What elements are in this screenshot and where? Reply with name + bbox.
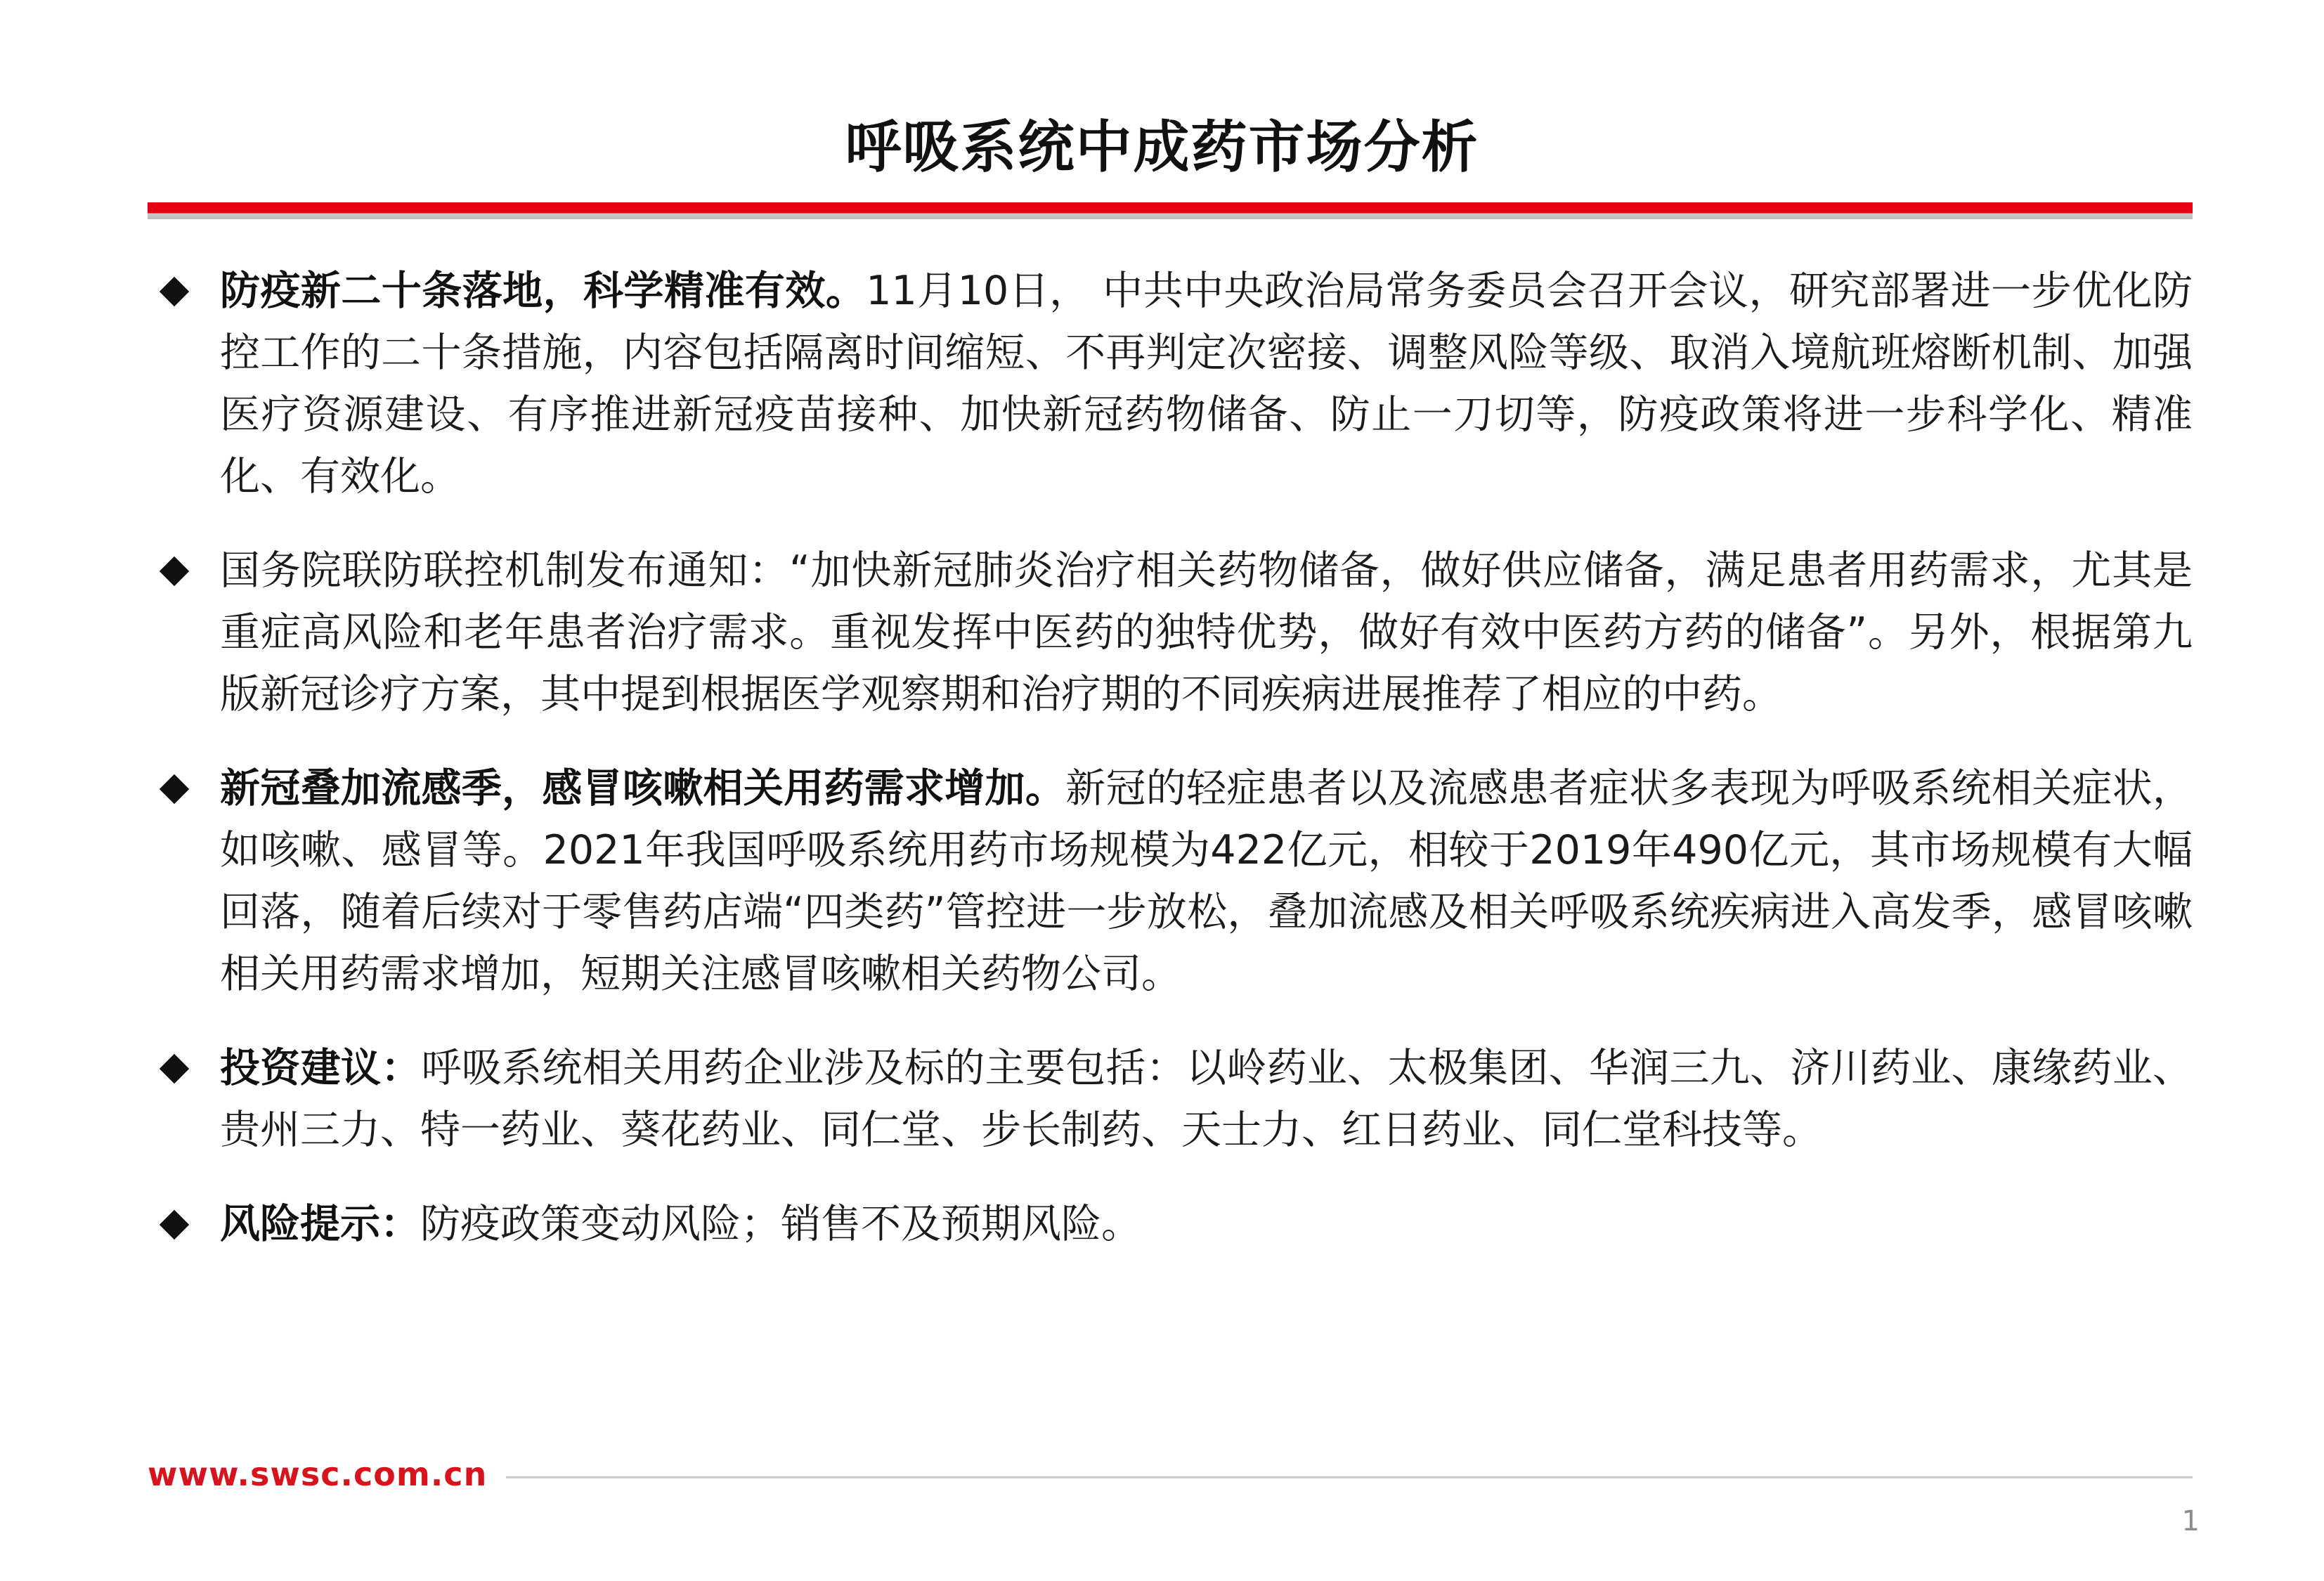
bullet-text: 防疫政策变动风险；销售不及预期风险。 <box>420 1201 1141 1247</box>
bullet-paragraph <box>220 260 2193 507</box>
bullet-text: 呼吸系统相关用药企业涉及标的主要包括：以岭药业、太极集团、华润三九、济川药业、康缘药业、贵州三力、特一药业、葵花药业、同仁堂、步长制药、天士力、红日药业、同仁堂科技等。 <box>220 1045 2193 1153</box>
diamond-bullet-icon <box>160 557 189 586</box>
bullet-item-risk <box>158 1193 2193 1255</box>
footer-url: www.swsc.com.cn <box>148 1455 488 1493</box>
bullet-item-notice <box>158 540 2193 725</box>
diamond-bullet-icon <box>160 1054 189 1084</box>
diamond-bullet-icon <box>160 277 189 306</box>
bullet-paragraph <box>220 1037 2193 1161</box>
diamond-bullet-icon <box>160 774 189 804</box>
bullet-text: 新冠的轻症患者以及流感患者症状多表现为呼吸系统相关症状，如咳嗽、感冒等。2021年我国呼吸系统用药市场规模为422亿元，相较于2019年490亿元，其市场规模有大幅回落，随着后续对于零售药店端“四类药”管控进一步放松，叠加流感及相关呼吸系统疾病进入高发季，感冒咳嗽相关用药需求增加，短期关注感冒咳嗽相关药物公司。 <box>220 765 2193 997</box>
bullet-heading: 风险提示： <box>220 1201 420 1247</box>
bullet-item-demand <box>158 757 2193 1005</box>
page-number: 1 <box>2181 1505 2200 1537</box>
bullet-paragraph <box>220 757 2193 1005</box>
bullet-heading: 防疫新二十条落地，科学精准有效。 <box>220 268 866 314</box>
title-divider-bar <box>148 202 2193 219</box>
bullet-item-investment <box>158 1037 2193 1161</box>
diamond-bullet-icon <box>160 1210 189 1240</box>
bullet-paragraph <box>220 540 2193 725</box>
bullet-item-policy <box>158 260 2193 507</box>
footer-divider <box>506 1476 2193 1478</box>
bullet-heading: 新冠叠加流感季，感冒咳嗽相关用药需求增加。 <box>220 765 1066 812</box>
bullet-text: 国务院联防联控机制发布通知：“加快新冠肺炎治疗相关药物储备，做好供应储备，满足患者用药需求，尤其是重症高风险和老年患者治疗需求。重视发挥中医药的独特优势，做好有效中医药方药的储备”。另外，根据第九版新冠诊疗方案，其中提到根据医学观察期和治疗期的不同疾病进展推荐了相应的中药。 <box>220 547 2193 717</box>
bullet-text: 11月10日， 中共中央政治局常务委员会召开会议，研究部署进一步优化防控工作的二十条措施，内容包括隔离时间缩短、不再判定次密接、调整风险等级、取消入境航班熔断机制、加强医疗资源建设、有序推进新冠疫苗接种、加快新冠药物储备、防止一刀切等，防疫政策将进一步科学化、精准化、有效化。 <box>220 268 2193 500</box>
page-title: 呼吸系统中成药市场分析 <box>845 115 1479 180</box>
bullet-heading: 投资建议： <box>220 1045 422 1091</box>
bullet-paragraph <box>220 1193 2193 1255</box>
bullet-list <box>158 260 2193 1287</box>
